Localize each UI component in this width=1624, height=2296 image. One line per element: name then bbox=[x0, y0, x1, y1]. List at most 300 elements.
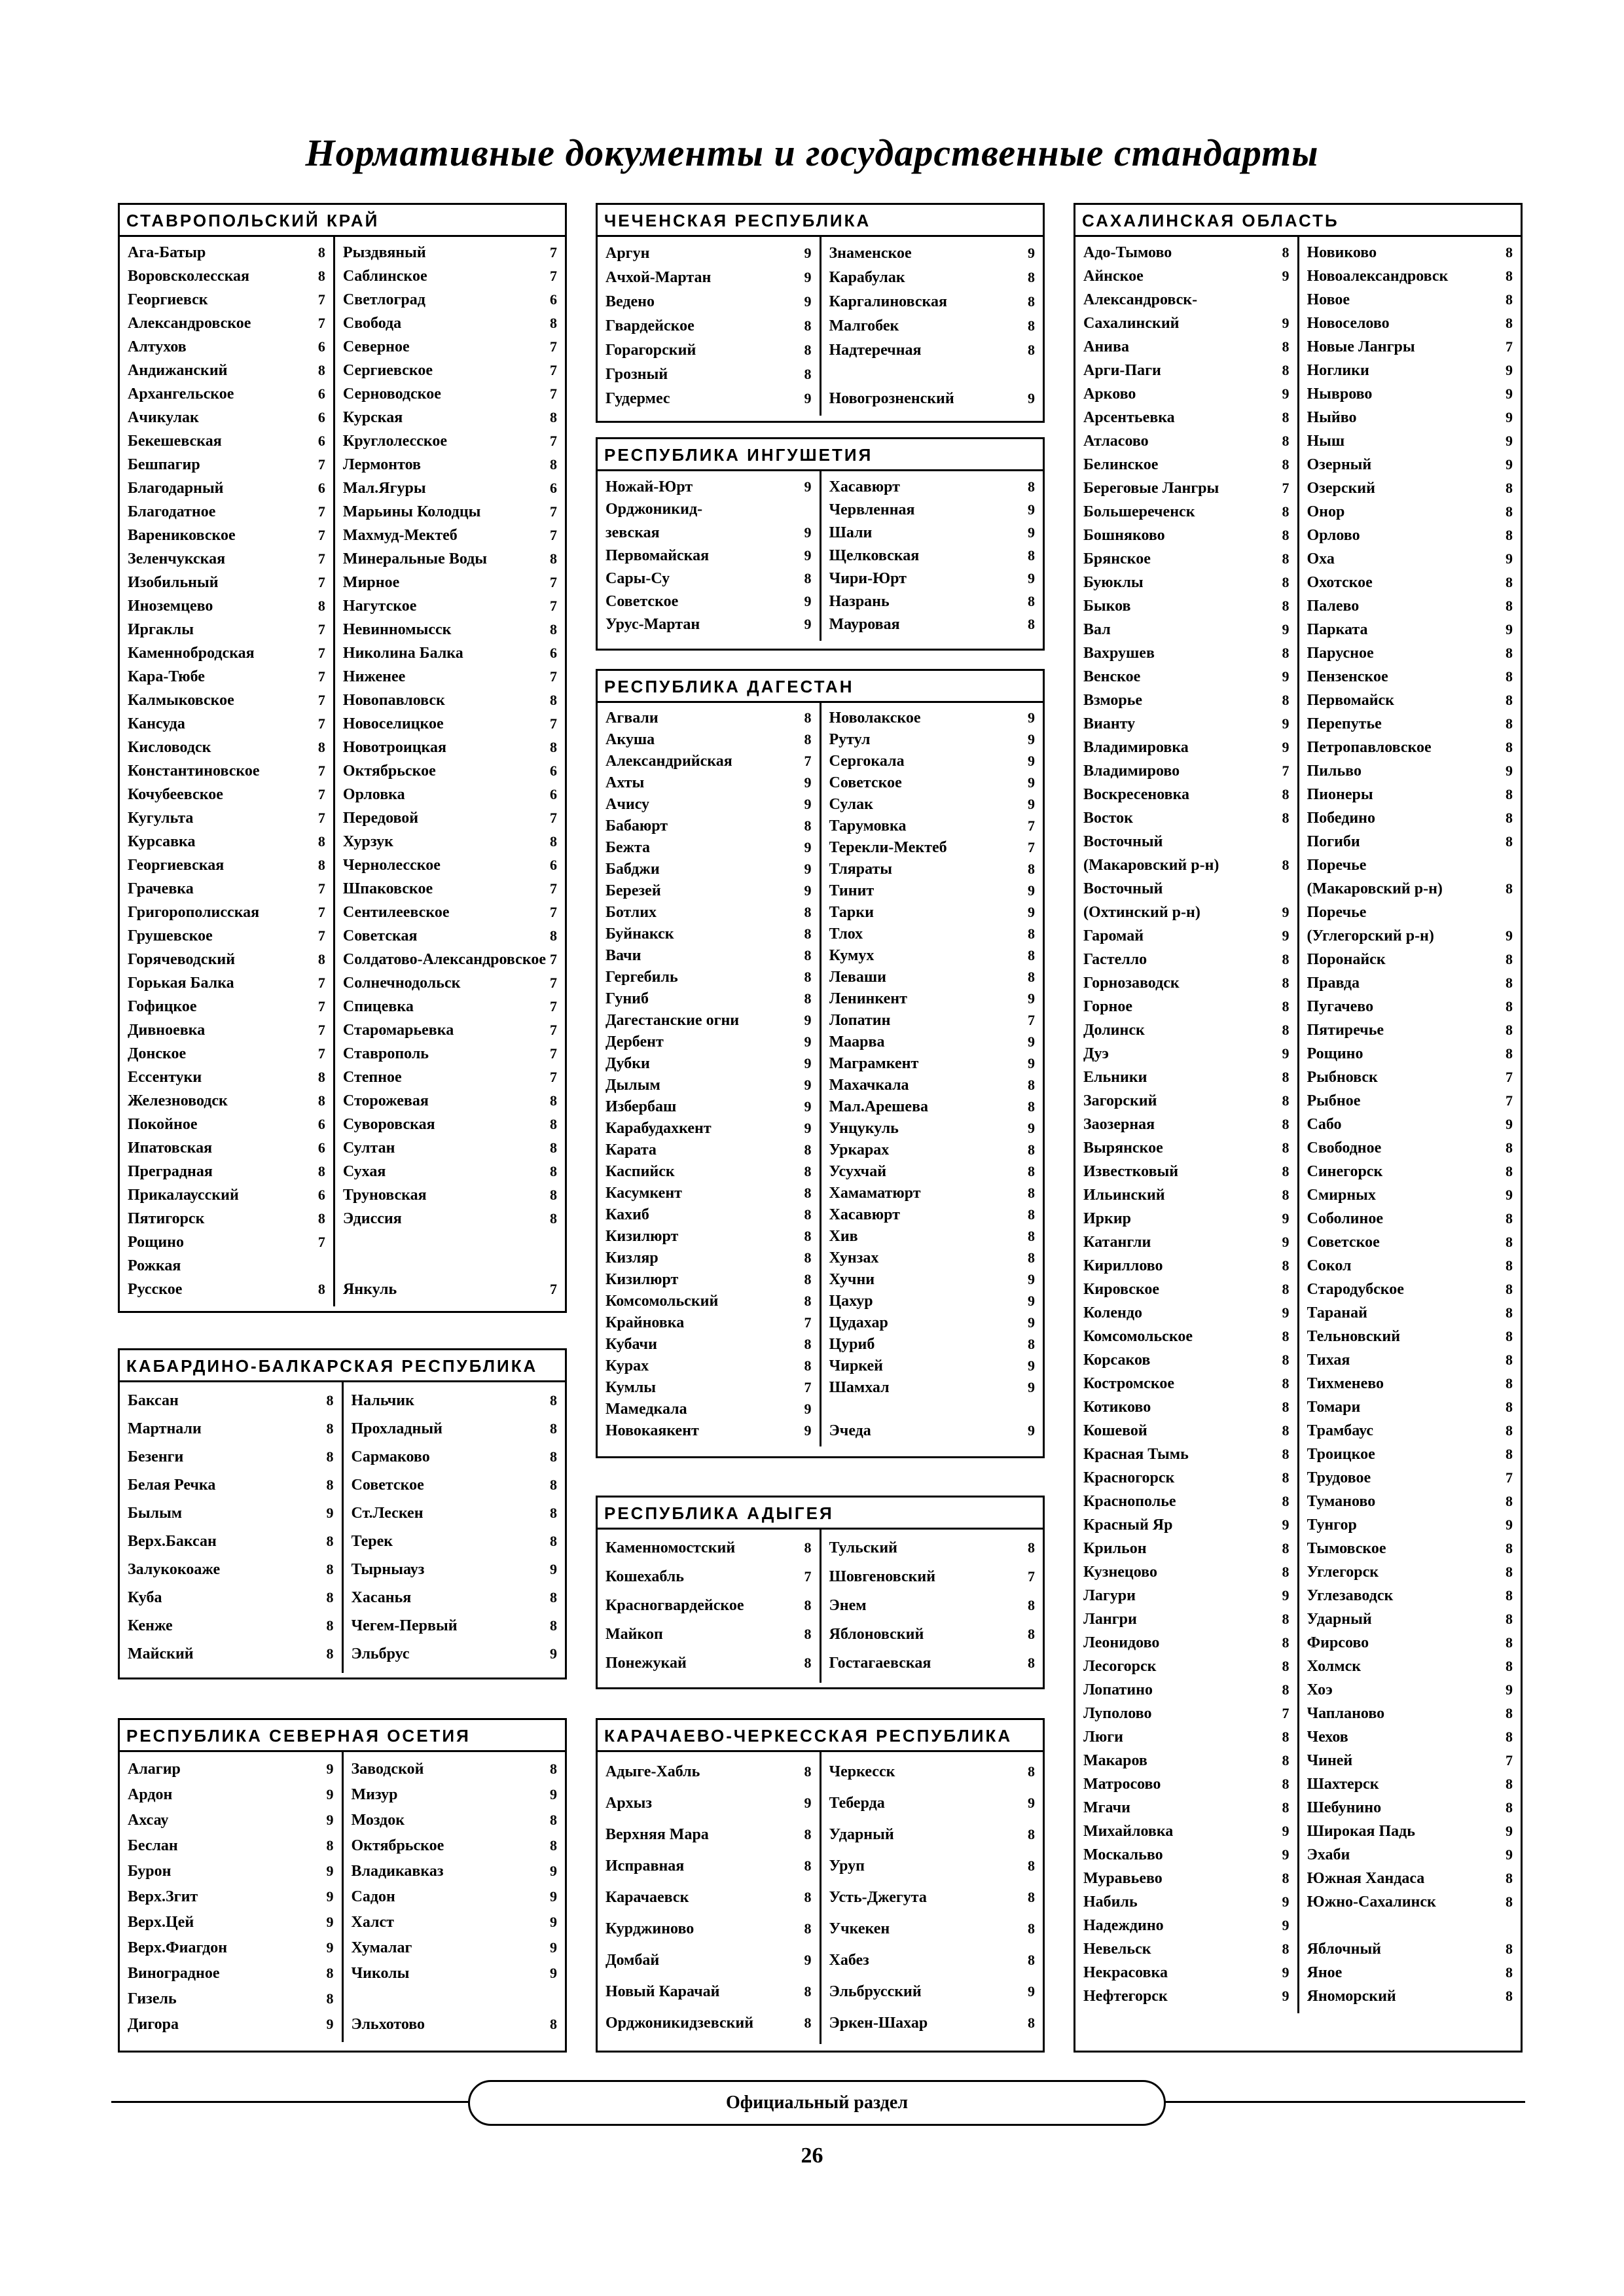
place-name: Кенже bbox=[128, 1617, 173, 1634]
place-value: 9 bbox=[804, 1098, 812, 1115]
place-value: 8 bbox=[1282, 1870, 1290, 1886]
place-value: 8 bbox=[804, 1826, 812, 1842]
list-item bbox=[1307, 453, 1513, 476]
list-item bbox=[1083, 1867, 1290, 1890]
list-item bbox=[1307, 1867, 1513, 1890]
place-name: (Углегорский р-н) bbox=[1307, 927, 1434, 944]
list-item bbox=[352, 1858, 558, 1884]
place-name: Озерный bbox=[1307, 456, 1372, 473]
place-value: 8 bbox=[1506, 1587, 1513, 1604]
place-name: Яное bbox=[1307, 1964, 1343, 1981]
place-value: 8 bbox=[1506, 244, 1513, 260]
list-item bbox=[1083, 1749, 1290, 1772]
place-value: 8 bbox=[317, 739, 325, 755]
place-name: Кансуда bbox=[128, 715, 185, 732]
place-value: 9 bbox=[1028, 1357, 1035, 1374]
list-item bbox=[343, 1254, 557, 1278]
list-item bbox=[128, 1986, 334, 2011]
list-item bbox=[343, 1136, 557, 1160]
place-name: Макаров bbox=[1083, 1752, 1147, 1769]
list-item bbox=[1083, 665, 1290, 689]
place-value: 7 bbox=[317, 1022, 325, 1038]
list-item bbox=[829, 1290, 1036, 1312]
section-title: САХАЛИНСКАЯ ОБЛАСТЬ bbox=[1075, 205, 1521, 237]
place-name: Новогрозненский bbox=[829, 390, 954, 407]
place-value: 9 bbox=[1028, 1422, 1035, 1439]
place-value: 7 bbox=[317, 975, 325, 991]
place-value: 8 bbox=[804, 1920, 812, 1937]
section-title: СТАВРОПОЛЬСКИЙ КРАЙ bbox=[120, 205, 565, 237]
place-value: 9 bbox=[804, 1952, 812, 1968]
footer-rule-left bbox=[111, 2101, 478, 2103]
place-value: 8 bbox=[1506, 1328, 1513, 1344]
place-value: 9 bbox=[1028, 1314, 1035, 1331]
place-name: Чири-Юрт bbox=[829, 570, 907, 587]
place-name: Александровск- bbox=[1083, 291, 1198, 308]
list-item bbox=[343, 476, 557, 500]
list-item bbox=[343, 335, 557, 359]
place-name: Кугульта bbox=[128, 810, 194, 827]
place-value: 8 bbox=[1282, 1611, 1290, 1627]
list-item bbox=[128, 924, 325, 948]
list-item bbox=[128, 1884, 334, 1909]
place-value: 9 bbox=[1282, 1210, 1290, 1227]
list-item bbox=[1307, 524, 1513, 547]
place-name: Тихая bbox=[1307, 1352, 1350, 1369]
list-item bbox=[829, 362, 1036, 386]
place-name: Червленная bbox=[829, 501, 915, 518]
place-name: Григорополисская bbox=[128, 904, 260, 921]
place-value: 7 bbox=[804, 1379, 812, 1395]
place-name: Вачи bbox=[605, 947, 641, 964]
list-item bbox=[343, 594, 557, 618]
place-value: 8 bbox=[1506, 645, 1513, 661]
place-value: 8 bbox=[550, 1392, 557, 1408]
list-item bbox=[829, 772, 1036, 793]
place-name: Махмуд-Мектеб bbox=[342, 527, 458, 544]
list-item bbox=[1083, 1678, 1290, 1702]
list-item bbox=[605, 707, 812, 728]
section-column bbox=[820, 1530, 1043, 1683]
place-value: 6 bbox=[317, 1139, 325, 1156]
place-value: 8 bbox=[1506, 1799, 1513, 1816]
place-name: Алтухов bbox=[128, 338, 187, 355]
section-column bbox=[120, 1752, 342, 2042]
place-name: Октябрьское bbox=[351, 1837, 444, 1854]
place-name: Ачхой-Мартан bbox=[605, 269, 712, 286]
place-value: 9 bbox=[1028, 990, 1035, 1007]
place-value: 8 bbox=[804, 969, 812, 985]
place-name: Крайновка bbox=[605, 1314, 685, 1331]
place-name: Углегорск bbox=[1307, 1564, 1379, 1581]
place-name: (Охтинский р-н) bbox=[1083, 904, 1200, 921]
list-item bbox=[343, 571, 557, 594]
place-value: 8 bbox=[1506, 833, 1513, 850]
list-item bbox=[343, 524, 557, 547]
place-name: Соболиное bbox=[1307, 1210, 1383, 1227]
place-value: 8 bbox=[1506, 1210, 1513, 1227]
place-value: 8 bbox=[1028, 547, 1035, 564]
place-name: Гаромай bbox=[1083, 927, 1144, 944]
place-name: Круглолесское bbox=[342, 433, 448, 450]
list-item bbox=[1307, 594, 1513, 618]
place-name: Тарумовка bbox=[829, 817, 907, 834]
list-item bbox=[829, 966, 1036, 988]
section-columns bbox=[120, 1752, 565, 2042]
place-value: 7 bbox=[1506, 1092, 1513, 1109]
place-name: Вахрушев bbox=[1083, 645, 1155, 662]
place-value: 8 bbox=[1282, 527, 1290, 543]
place-value: 9 bbox=[804, 882, 812, 899]
list-item bbox=[1307, 1419, 1513, 1443]
list-item bbox=[605, 1850, 812, 1882]
list-item bbox=[829, 707, 1036, 728]
place-value: 8 bbox=[1506, 1139, 1513, 1156]
list-item bbox=[1307, 1796, 1513, 1820]
section-columns bbox=[120, 1382, 565, 1673]
place-value: 8 bbox=[326, 1448, 334, 1465]
list-item bbox=[343, 736, 557, 759]
list-item bbox=[829, 1620, 1036, 1649]
list-item bbox=[1083, 948, 1290, 971]
place-name: Тихменево bbox=[1307, 1375, 1384, 1392]
place-value: 7 bbox=[317, 810, 325, 826]
list-item bbox=[829, 988, 1036, 1009]
place-value: 8 bbox=[1506, 268, 1513, 284]
section-title: ЧЕЧЕНСКАЯ РЕСПУБЛИКА bbox=[598, 205, 1043, 237]
place-value: 8 bbox=[550, 1761, 557, 1777]
list-item bbox=[128, 1230, 325, 1254]
place-name: Усухчай bbox=[829, 1163, 887, 1180]
place-name: Гастелло bbox=[1083, 951, 1147, 968]
place-name: Покойное bbox=[128, 1116, 198, 1133]
place-value: 8 bbox=[1282, 1634, 1290, 1651]
list-item bbox=[1083, 1443, 1290, 1466]
place-value: 9 bbox=[804, 390, 812, 406]
place-value: 8 bbox=[550, 927, 557, 944]
place-name: Советская bbox=[342, 927, 418, 944]
list-item bbox=[1307, 995, 1513, 1018]
place-name: Буйнакск bbox=[605, 925, 674, 942]
list-item bbox=[1307, 312, 1513, 335]
list-item bbox=[128, 1527, 334, 1555]
list-item bbox=[1083, 1914, 1290, 1937]
place-name: Хоэ bbox=[1307, 1681, 1333, 1698]
place-name: Верх.Згит bbox=[128, 1888, 198, 1905]
place-value: 7 bbox=[550, 433, 557, 449]
place-name: Куба bbox=[128, 1589, 162, 1606]
list-item bbox=[128, 1807, 334, 1833]
list-item bbox=[1083, 1655, 1290, 1678]
place-name: Тарки bbox=[829, 904, 874, 921]
list-item bbox=[1083, 453, 1290, 476]
list-item bbox=[1307, 1961, 1513, 1984]
list-item bbox=[128, 759, 325, 783]
place-value: 8 bbox=[1506, 1776, 1513, 1792]
place-value: 9 bbox=[326, 1505, 334, 1521]
place-name: Усть-Джегута bbox=[829, 1889, 927, 1906]
place-value: 8 bbox=[1506, 1870, 1513, 1886]
list-item bbox=[605, 265, 812, 289]
list-item bbox=[605, 1376, 812, 1398]
list-item bbox=[1307, 1678, 1513, 1702]
place-value: 9 bbox=[804, 796, 812, 812]
place-name: Серноводское bbox=[342, 386, 441, 403]
place-value: 8 bbox=[1282, 810, 1290, 826]
list-item bbox=[1307, 830, 1513, 853]
place-name: Советское bbox=[1307, 1234, 1380, 1251]
list-item bbox=[1307, 1772, 1513, 1796]
place-value: 8 bbox=[550, 739, 557, 755]
place-value: 8 bbox=[1282, 244, 1290, 260]
place-value: 8 bbox=[1506, 715, 1513, 732]
place-value: 9 bbox=[1282, 268, 1290, 284]
place-name: Яблоновский bbox=[829, 1626, 924, 1643]
place-name: Саблинское bbox=[342, 268, 427, 285]
place-value: 8 bbox=[1028, 1626, 1035, 1642]
list-item bbox=[605, 728, 812, 750]
place-name: Чиколы bbox=[351, 1965, 410, 1982]
list-item bbox=[605, 1787, 812, 1819]
place-value: 8 bbox=[1028, 478, 1035, 495]
place-name: Новокаякент bbox=[605, 1422, 699, 1439]
list-item bbox=[1083, 1466, 1290, 1490]
place-name: Ударный bbox=[829, 1826, 894, 1843]
place-value: 8 bbox=[804, 1336, 812, 1352]
place-name: Каменномостский bbox=[605, 1539, 736, 1556]
list-item bbox=[343, 264, 557, 288]
place-value: 8 bbox=[1506, 1540, 1513, 1556]
place-value: 9 bbox=[1282, 904, 1290, 920]
place-name: Хучни bbox=[829, 1271, 875, 1288]
place-name: Кочубеевское bbox=[128, 786, 223, 803]
place-name: Горячеводский bbox=[128, 951, 236, 968]
place-name: Георгиевская bbox=[128, 857, 225, 874]
list-item bbox=[1307, 1348, 1513, 1372]
place-value: 8 bbox=[1506, 1022, 1513, 1038]
list-item bbox=[1083, 1490, 1290, 1513]
list-item bbox=[1307, 1537, 1513, 1560]
place-value: 9 bbox=[804, 293, 812, 310]
place-name: Эркен-Шахар bbox=[829, 2015, 928, 2032]
place-value: 8 bbox=[1282, 1776, 1290, 1792]
list-item bbox=[605, 613, 812, 636]
place-value: 8 bbox=[804, 1206, 812, 1223]
list-item bbox=[352, 1935, 558, 1960]
list-item bbox=[1083, 1113, 1290, 1136]
place-value: 9 bbox=[550, 1863, 557, 1879]
list-item bbox=[352, 1414, 558, 1443]
place-name: Цудахар bbox=[829, 1314, 888, 1331]
list-item bbox=[829, 1312, 1036, 1333]
place-name: Трудовое bbox=[1307, 1469, 1371, 1486]
place-value: 8 bbox=[1506, 527, 1513, 543]
list-item bbox=[829, 1534, 1036, 1562]
place-value: 8 bbox=[1506, 975, 1513, 991]
list-item bbox=[605, 1312, 812, 1333]
list-item bbox=[1083, 877, 1290, 901]
place-value: 7 bbox=[317, 927, 325, 944]
list-item bbox=[829, 1009, 1036, 1031]
place-name: Новоселово bbox=[1307, 315, 1390, 332]
place-value: 9 bbox=[550, 1965, 557, 1981]
place-value: 8 bbox=[1506, 1493, 1513, 1509]
place-value: 8 bbox=[317, 268, 325, 284]
list-item bbox=[605, 750, 812, 772]
place-value: 9 bbox=[1028, 882, 1035, 899]
list-item bbox=[128, 1207, 325, 1230]
place-value: 8 bbox=[1506, 480, 1513, 496]
place-value: 8 bbox=[1282, 1752, 1290, 1768]
list-item bbox=[1083, 547, 1290, 571]
list-item bbox=[343, 288, 557, 312]
place-name: Сергиевское bbox=[342, 362, 433, 379]
place-value: 9 bbox=[1028, 753, 1035, 769]
place-name: Кубачи bbox=[605, 1336, 657, 1353]
list-item bbox=[1083, 1160, 1290, 1183]
list-item bbox=[1083, 1066, 1290, 1089]
place-value: 8 bbox=[317, 244, 325, 260]
place-name: Алагир bbox=[128, 1761, 181, 1778]
list-item bbox=[605, 880, 812, 901]
list-item bbox=[1307, 1655, 1513, 1678]
list-item bbox=[1307, 1278, 1513, 1301]
list-item bbox=[343, 382, 557, 406]
place-name: Домбай bbox=[605, 1952, 660, 1969]
place-value: 8 bbox=[1282, 1729, 1290, 1745]
place-name: Анива bbox=[1083, 338, 1129, 355]
place-value: 8 bbox=[550, 1210, 557, 1227]
place-value: 7 bbox=[317, 291, 325, 308]
place-name: Курах bbox=[605, 1357, 649, 1374]
place-name: Котиково bbox=[1083, 1399, 1151, 1416]
place-name: Беслан bbox=[128, 1837, 178, 1854]
section-columns bbox=[598, 1530, 1043, 1683]
place-name: Трамбаус bbox=[1307, 1422, 1373, 1439]
section-columns bbox=[598, 703, 1043, 1446]
list-item bbox=[343, 971, 557, 995]
place-name: Понежукай bbox=[605, 1655, 687, 1672]
section-column bbox=[820, 1752, 1043, 2044]
place-name: Быков bbox=[1083, 598, 1131, 615]
place-value: 7 bbox=[550, 598, 557, 614]
place-value: 8 bbox=[1506, 668, 1513, 685]
place-name: Мауровая bbox=[829, 616, 900, 633]
place-name: Благодарный bbox=[128, 480, 224, 497]
list-item bbox=[1083, 1042, 1290, 1066]
place-name: Широкая Падь bbox=[1307, 1823, 1415, 1840]
list-item bbox=[1083, 264, 1290, 288]
place-value: 9 bbox=[1028, 774, 1035, 791]
list-item bbox=[605, 923, 812, 944]
section-column bbox=[820, 471, 1043, 641]
place-name: Пензенское bbox=[1307, 668, 1388, 685]
list-item bbox=[343, 241, 557, 264]
place-name: Николина Балка bbox=[342, 645, 463, 662]
list-item bbox=[605, 1819, 812, 1850]
list-item bbox=[605, 858, 812, 880]
section-stavropol bbox=[118, 203, 567, 1313]
place-value: 9 bbox=[804, 861, 812, 877]
list-item bbox=[829, 1031, 1036, 1052]
list-item bbox=[605, 289, 812, 314]
place-name: Верх.Цей bbox=[128, 1914, 194, 1931]
list-item bbox=[1307, 1749, 1513, 1772]
place-value: 8 bbox=[804, 904, 812, 920]
place-value: 9 bbox=[804, 1033, 812, 1050]
place-name: Чегем-Первый bbox=[351, 1617, 458, 1634]
place-name: Бабджи bbox=[605, 861, 660, 878]
place-name: Иноземцево bbox=[128, 598, 213, 615]
place-name: Хунзах bbox=[829, 1249, 879, 1266]
place-name: Изобильный bbox=[128, 574, 219, 591]
place-name: Углезаводск bbox=[1307, 1587, 1394, 1604]
place-name: Стародубское bbox=[1307, 1281, 1404, 1298]
place-value: 7 bbox=[317, 550, 325, 567]
list-item bbox=[343, 1042, 557, 1066]
place-value: 8 bbox=[317, 951, 325, 967]
place-name: Донское bbox=[128, 1045, 187, 1062]
place-value: 7 bbox=[550, 951, 557, 967]
list-item bbox=[605, 1160, 812, 1182]
place-name: Новолакское bbox=[829, 709, 921, 726]
place-value: 8 bbox=[550, 1092, 557, 1109]
section-north-ossetia bbox=[118, 1718, 567, 2053]
place-name: Красный Яр bbox=[1083, 1516, 1173, 1534]
place-value: 8 bbox=[1028, 342, 1035, 358]
place-name: Хасавюрт bbox=[829, 1206, 900, 1223]
place-value: 8 bbox=[1028, 616, 1035, 632]
place-name: Рыздвяный bbox=[342, 244, 426, 261]
place-value: 6 bbox=[550, 762, 557, 779]
place-value: 6 bbox=[317, 1116, 325, 1132]
list-item bbox=[1307, 288, 1513, 312]
place-value: 8 bbox=[1028, 1920, 1035, 1937]
section-column bbox=[598, 703, 820, 1446]
list-item bbox=[352, 1443, 558, 1471]
list-item bbox=[605, 1031, 812, 1052]
list-item bbox=[128, 1756, 334, 1782]
place-value: 8 bbox=[1282, 1799, 1290, 1816]
place-value: 9 bbox=[1282, 315, 1290, 331]
place-name: Корсаков bbox=[1083, 1352, 1151, 1369]
place-value: 9 bbox=[1028, 1379, 1035, 1395]
place-name: Воровсколесская bbox=[128, 268, 250, 285]
place-name: Тымовское bbox=[1307, 1540, 1386, 1557]
list-item bbox=[128, 665, 325, 689]
place-name: Майкоп bbox=[605, 1626, 663, 1643]
place-value: 9 bbox=[550, 1888, 557, 1905]
list-item bbox=[605, 944, 812, 966]
list-item bbox=[352, 1960, 558, 1986]
place-name: Шебунино bbox=[1307, 1799, 1382, 1816]
list-item bbox=[829, 1976, 1036, 2007]
list-item bbox=[605, 1290, 812, 1312]
place-value: 9 bbox=[326, 1863, 334, 1879]
place-value: 8 bbox=[326, 1617, 334, 1634]
list-item bbox=[128, 1386, 334, 1414]
place-name: Тульский bbox=[829, 1539, 898, 1556]
section-ingushetia bbox=[596, 437, 1045, 651]
place-name: Охотское bbox=[1307, 574, 1373, 591]
place-value: 7 bbox=[550, 880, 557, 897]
place-name: Унцукуль bbox=[829, 1120, 899, 1137]
list-item bbox=[1083, 924, 1290, 948]
place-name: Курская bbox=[342, 409, 403, 426]
place-value: 8 bbox=[1506, 951, 1513, 967]
place-name: Ныйво bbox=[1307, 409, 1357, 426]
place-name: (Макаровский р-н) bbox=[1307, 880, 1443, 897]
